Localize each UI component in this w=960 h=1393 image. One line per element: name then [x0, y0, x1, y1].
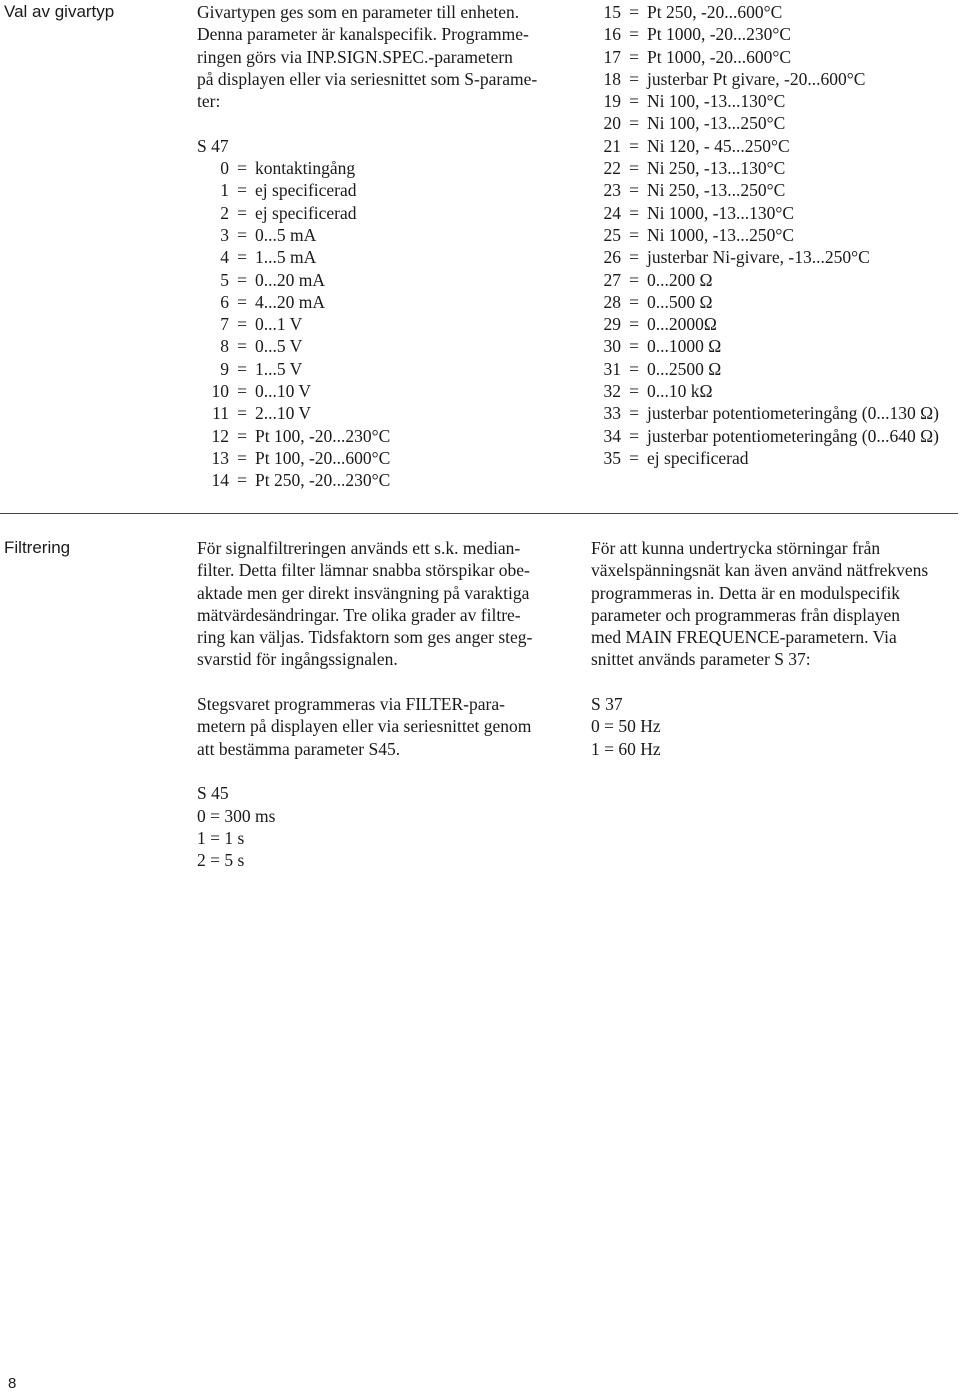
text-line: snittet används parameter S 37: [591, 649, 811, 670]
option-value: ej specificerad [255, 202, 357, 223]
sensor-option-row [589, 335, 960, 357]
sensor-option-row [197, 358, 569, 380]
text-line: filter. Detta filter lämnar snabba störspikar obe- [197, 560, 530, 581]
option-number: 6 [220, 291, 229, 312]
option-value: Pt 1000, -20...230°C [647, 24, 792, 45]
equals-sign: = [237, 314, 247, 335]
equals-sign: = [629, 291, 639, 312]
sensor-option-row [589, 447, 960, 469]
equals-sign: = [629, 358, 639, 379]
sensor-option-row [197, 246, 569, 268]
equals-sign: = [237, 247, 247, 268]
text-line: aktade men ger direkt insvängning på varaktiga [197, 582, 530, 603]
text-line: parameter och programmeras från displayen [591, 604, 901, 625]
option-value: 1...5 V [255, 358, 303, 379]
equals-sign: = [237, 180, 247, 201]
option-number: 3 [220, 224, 229, 245]
option-number: 24 [603, 202, 621, 223]
equals-sign: = [237, 336, 247, 357]
option-value: Ni 100, -13...130°C [647, 91, 786, 112]
option-value: Ni 1000, -13...130°C [647, 202, 794, 223]
equals-sign: = [629, 381, 639, 402]
option-value: 0...20 mA [255, 269, 325, 290]
equals-sign: = [237, 381, 247, 402]
sensor-option-row [589, 246, 960, 268]
option-value: Ni 250, -13...250°C [647, 180, 786, 201]
option-number: 25 [603, 224, 621, 245]
equals-sign: = [629, 158, 639, 179]
option-value: Pt 100, -20...600°C [255, 447, 391, 468]
equals-sign: = [629, 224, 639, 245]
filtering-right-column [591, 537, 960, 760]
sensor-option-row [197, 224, 569, 246]
sensor-option-row [589, 402, 960, 424]
option-number: 31 [603, 358, 621, 379]
option-number: 12 [211, 425, 229, 446]
option-number: 34 [603, 425, 621, 446]
option-value: 0...5 mA [255, 224, 317, 245]
param-s37-line: 0 = 50 Hz [591, 716, 661, 737]
sensor-option-row [589, 202, 960, 224]
option-value: 0...10 V [255, 381, 312, 402]
equals-sign: = [237, 269, 247, 290]
equals-sign: = [629, 180, 639, 201]
sensor-option-row [197, 291, 569, 313]
sensor-option-row [197, 380, 569, 402]
sensor-option-row [197, 202, 569, 224]
equals-sign: = [629, 113, 639, 134]
option-number: 35 [603, 447, 621, 468]
intro-line: ringen görs via INP.SIGN.SPEC.-parametern [197, 46, 513, 67]
equals-sign: = [237, 358, 247, 379]
equals-sign: = [237, 403, 247, 424]
equals-sign: = [629, 425, 639, 446]
sensor-option-row [197, 313, 569, 335]
sensor-option-row [589, 135, 960, 157]
option-number: 19 [603, 91, 621, 112]
option-number: 7 [220, 314, 229, 335]
option-number: 0 [220, 158, 229, 179]
sensor-option-row [589, 291, 960, 313]
option-number: 1 [220, 180, 229, 201]
option-number: 16 [603, 24, 621, 45]
equals-sign: = [629, 68, 639, 89]
sensor-option-row [589, 179, 960, 201]
text-line: metern på displayen eller via seriesnittet genom [197, 716, 532, 737]
equals-sign: = [629, 403, 639, 424]
option-value: Ni 120, - 45...250°C [647, 135, 790, 156]
equals-sign: = [629, 46, 639, 67]
equals-sign: = [629, 336, 639, 357]
sensor-option-row [589, 269, 960, 291]
sensor-option-row [197, 447, 569, 469]
sensor-option-row [589, 380, 960, 402]
sensor-options-list-left [197, 157, 569, 491]
equals-sign: = [629, 269, 639, 290]
text-line: att bestämma parameter S45. [197, 738, 401, 759]
option-number: 20 [603, 113, 621, 134]
equals-sign: = [629, 24, 639, 45]
option-value: justerbar potentiometeringång (0...130 Ω) [647, 403, 939, 424]
option-number: 22 [603, 158, 621, 179]
option-number: 29 [603, 314, 621, 335]
equals-sign: = [237, 202, 247, 223]
option-number: 11 [212, 403, 229, 424]
option-value: 2...10 V [255, 403, 312, 424]
option-value: 1...5 mA [255, 247, 317, 268]
sensor-option-row [589, 224, 960, 246]
option-number: 15 [603, 2, 621, 22]
sensor-option-row [589, 112, 960, 134]
sensor-options-list-right [589, 1, 960, 469]
option-value: ej specificerad [647, 447, 749, 468]
option-number: 33 [603, 403, 621, 424]
option-value: justerbar Pt givare, -20...600°C [647, 68, 866, 89]
equals-sign: = [237, 470, 247, 491]
option-value: 0...1 V [255, 314, 303, 335]
sensor-type-right-column [589, 1, 960, 469]
intro-line: Givartypen ges som en parameter till enheten. [197, 2, 520, 22]
intro-line: Denna parameter är kanalspecifik. Programme- [197, 24, 529, 45]
equals-sign: = [629, 135, 639, 156]
option-number: 32 [603, 381, 621, 402]
option-number: 21 [603, 135, 621, 156]
text-line: För att kunna undertrycka störningar från [591, 538, 881, 558]
text-line: För signalfiltreringen används ett s.k. median- [197, 538, 521, 558]
equals-sign: = [629, 447, 639, 468]
param-s45-line: 0 = 300 ms [197, 805, 276, 826]
equals-sign: = [629, 91, 639, 112]
sensor-type-left-column [197, 1, 569, 492]
sensor-option-row [589, 313, 960, 335]
sensor-option-row [197, 425, 569, 447]
option-value: 0...500 Ω [647, 291, 713, 312]
equals-sign: = [629, 314, 639, 335]
sensor-option-row [589, 157, 960, 179]
param-s45-line: S 45 [197, 783, 229, 804]
intro-line: på displayen eller via seriesnittet som S-parame- [197, 68, 538, 89]
option-value: 0...200 Ω [647, 269, 713, 290]
option-number: 13 [211, 447, 229, 468]
sensor-option-row [197, 269, 569, 291]
text-line: Stegsvaret programmeras via FILTER-para- [197, 694, 505, 715]
option-number: 10 [211, 381, 229, 402]
page-number: 8 [8, 1375, 17, 1392]
equals-sign: = [237, 224, 247, 245]
sensor-option-row [197, 402, 569, 424]
text-line: mätvärdesändringar. Tre olika grader av filtre- [197, 604, 521, 625]
option-value: ej specificerad [255, 180, 357, 201]
sensor-option-row [589, 1, 960, 23]
text-line: ring kan väljas. Tidsfaktorn som ges anger steg- [197, 627, 533, 648]
param-s37-line: S 37 [591, 694, 623, 715]
sensor-option-row [589, 90, 960, 112]
option-value: Pt 100, -20...230°C [255, 425, 391, 446]
section-heading-filtering: Filtrering [4, 538, 71, 557]
option-number: 2 [220, 202, 229, 223]
option-value: Pt 250, -20...230°C [255, 470, 391, 491]
option-number: 9 [220, 358, 229, 379]
text-line: programmeras in. Detta är en modulspecifik [591, 582, 901, 603]
equals-sign: = [629, 2, 639, 22]
param-s45-line: 2 = 5 s [197, 850, 245, 871]
option-value: 4...20 mA [255, 291, 325, 312]
option-value: Ni 1000, -13...250°C [647, 224, 794, 245]
sensor-option-row [589, 46, 960, 68]
text-line: med MAIN FREQUENCE-parametern. Via [591, 627, 897, 648]
option-number: 4 [220, 247, 229, 268]
equals-sign: = [629, 202, 639, 223]
filtering-left-column [197, 537, 569, 871]
option-number: 26 [603, 247, 621, 268]
option-number: 27 [603, 269, 621, 290]
text-line: svarstid för ingångssignalen. [197, 649, 398, 670]
section-heading-sensor-type: Val av givartyp [4, 2, 115, 21]
option-value: 0...1000 Ω [647, 336, 722, 357]
option-number: 28 [603, 291, 621, 312]
option-value: Ni 100, -13...250°C [647, 113, 786, 134]
sensor-option-row [197, 157, 569, 179]
section-divider [0, 513, 958, 514]
option-number: 18 [603, 68, 621, 89]
option-number: 30 [603, 336, 621, 357]
sensor-option-row [589, 358, 960, 380]
option-value: kontaktingång [255, 158, 356, 179]
option-value: 0...2500 Ω [647, 358, 722, 379]
option-value: 0...5 V [255, 336, 303, 357]
option-value: Pt 1000, -20...600°C [647, 46, 792, 67]
sensor-option-row [197, 335, 569, 357]
option-number: 23 [603, 180, 621, 201]
option-number: 17 [603, 46, 621, 67]
option-value: Ni 250, -13...130°C [647, 158, 786, 179]
text-line: växelspänningsnät kan även använd nätfrekvens [591, 560, 929, 581]
option-value: justerbar Ni-givare, -13...250°C [647, 247, 870, 268]
equals-sign: = [237, 425, 247, 446]
option-value: justerbar potentiometeringång (0...640 Ω) [647, 425, 939, 446]
option-value: 0...10 kΩ [647, 381, 713, 402]
sensor-option-row [589, 23, 960, 45]
sensor-option-row [197, 469, 569, 491]
equals-sign: = [237, 158, 247, 179]
equals-sign: = [629, 247, 639, 268]
param-s37-line: 1 = 60 Hz [591, 738, 661, 759]
option-number: 5 [220, 269, 229, 290]
sensor-option-row [197, 179, 569, 201]
option-value: 0...2000Ω [647, 314, 717, 335]
equals-sign: = [237, 291, 247, 312]
option-value: Pt 250, -20...600°C [647, 2, 783, 22]
param-label-s47: S 47 [197, 135, 229, 156]
option-number: 14 [211, 470, 229, 491]
param-s45-line: 1 = 1 s [197, 827, 245, 848]
sensor-option-row [589, 425, 960, 447]
sensor-option-row [589, 68, 960, 90]
intro-line: ter: [197, 91, 221, 112]
option-number: 8 [220, 336, 229, 357]
equals-sign: = [237, 447, 247, 468]
